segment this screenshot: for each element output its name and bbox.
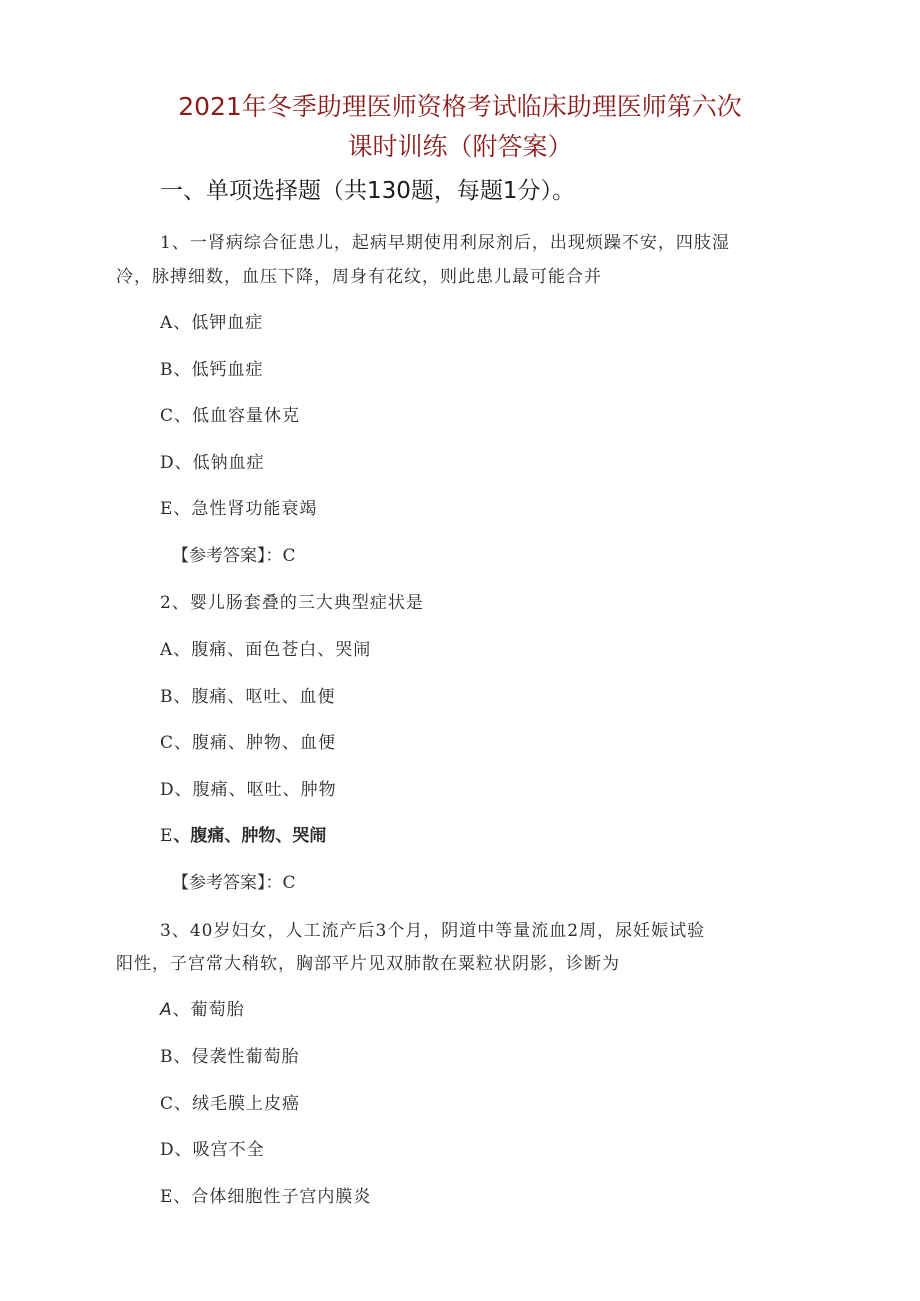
option-text: 、低钙血症 xyxy=(173,360,264,380)
question-3-option-d xyxy=(160,1138,265,1162)
section-heading: 一、单项选择题（共130题，每题1分）。 xyxy=(160,178,576,204)
question-3-option-a xyxy=(160,998,245,1022)
question-1-stem-line2: 冷，脉搏细数，血压下降，周身有花纹，则此患儿最可能合并 xyxy=(116,267,602,287)
question-1-stem-line1: 1、一肾病综合征患儿，起病早期使用利尿剂后，出现烦躁不安，四肢湿 xyxy=(160,233,730,253)
option-letter: C xyxy=(160,406,175,426)
question-2-option-a xyxy=(160,638,371,662)
option-text: 、侵袭性葡萄胎 xyxy=(173,1047,300,1067)
option-text: 、腹痛、肿物、血便 xyxy=(174,733,337,753)
question-3-option-c xyxy=(160,1092,300,1116)
option-text: 、腹痛、面色苍白、哭闹 xyxy=(173,640,372,660)
option-text: 、合体细胞性子宫内膜炎 xyxy=(173,1187,372,1207)
answer-value: C xyxy=(282,546,296,566)
question-1-option-c xyxy=(160,404,300,428)
question-1-option-a xyxy=(160,311,263,335)
option-text: 、急性肾功能衰竭 xyxy=(173,499,318,519)
option-text: 、绒毛膜上皮癌 xyxy=(174,1094,301,1114)
question-3-option-e xyxy=(160,1185,371,1209)
option-letter: A xyxy=(160,1000,173,1020)
question-2-option-e xyxy=(160,824,326,848)
question-3-option-b xyxy=(160,1045,300,1069)
option-letter: B xyxy=(160,360,174,380)
option-letter: E xyxy=(160,1187,174,1207)
option-letter: C xyxy=(160,1094,175,1114)
question-2-option-b xyxy=(160,685,336,709)
question-2-stem-line1: 2、婴儿肠套叠的三大典型症状是 xyxy=(160,593,424,613)
option-text: 、葡萄胎 xyxy=(172,1000,245,1020)
option-letter: B xyxy=(160,1047,174,1067)
option-text: 、腹痛、呕吐、肿物 xyxy=(174,780,337,800)
option-text: 、低血容量休克 xyxy=(174,406,301,426)
answer-label: 【参考答案】： xyxy=(172,873,283,893)
question-3-stem-line1: 3、40岁妇女，人工流产后3个月，阴道中等量流血2周，尿妊娠试验 xyxy=(160,921,706,941)
question-2-option-d xyxy=(160,778,337,802)
answer-value: C xyxy=(282,873,296,893)
option-text: 、腹痛、肿物、哭闹 xyxy=(173,826,327,846)
option-letter: D xyxy=(160,1140,175,1160)
option-letter: E xyxy=(160,499,174,519)
question-2-option-c xyxy=(160,731,336,755)
question-1-answer xyxy=(172,544,296,568)
option-letter: B xyxy=(160,687,174,707)
option-letter: D xyxy=(160,780,175,800)
option-text: 、吸宫不全 xyxy=(174,1140,265,1160)
option-letter: A xyxy=(160,640,174,660)
option-letter: C xyxy=(160,733,175,753)
option-letter: D xyxy=(160,453,175,473)
option-text: 、低钠血症 xyxy=(174,453,265,473)
question-1-option-d xyxy=(160,451,265,475)
question-1-option-b xyxy=(160,358,264,382)
option-text: 、低钾血症 xyxy=(173,313,264,333)
option-letter: A xyxy=(160,313,174,333)
document-title-line1: 2021年冬季助理医师资格考试临床助理医师第六次 xyxy=(178,92,742,121)
answer-label: 【参考答案】： xyxy=(172,546,283,566)
option-text: 、腹痛、呕吐、血便 xyxy=(173,687,336,707)
question-1-option-e xyxy=(160,497,317,521)
document-title-line2: 课时训练（附答案） xyxy=(347,132,573,161)
option-letter: E xyxy=(160,826,174,846)
question-2-answer xyxy=(172,871,296,895)
question-3-stem-line2: 阳性，子宫常大稍软，胸部平片见双肺散在粟粒状阴影，诊断为 xyxy=(116,954,620,974)
